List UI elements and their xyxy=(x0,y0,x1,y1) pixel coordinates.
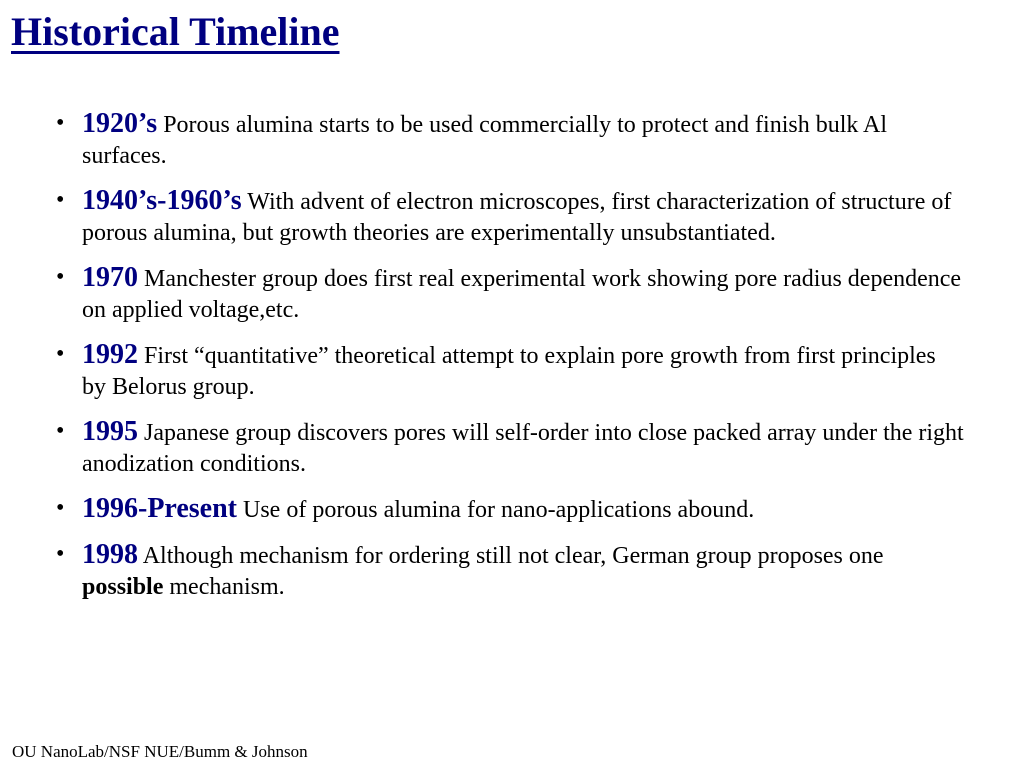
timeline-item-1970 xyxy=(54,262,964,326)
bullet-icon: • xyxy=(56,418,65,444)
bullet-icon: • xyxy=(56,341,65,367)
timeline-description: Manchester group does first real experimental work showing pore radius dependence on applied voltage,etc. xyxy=(82,266,962,323)
timeline-item-1940s-1960s xyxy=(54,185,964,249)
timeline-description xyxy=(82,543,884,600)
timeline-list xyxy=(54,108,964,603)
timeline-description: With advent of electron microscopes, first characterization of structure of porous alumina, but growth theories are experimentally unsubstantiated. xyxy=(82,189,952,246)
timeline-description-end: mechanism. xyxy=(169,574,285,600)
timeline-description-start: Although mechanism for ordering still not clear, German group proposes one xyxy=(142,543,884,569)
timeline-year: 1998 xyxy=(82,539,138,570)
page-title: Historical Timeline xyxy=(11,9,340,54)
bullet-icon: • xyxy=(56,495,65,521)
timeline-year: 1992 xyxy=(82,339,138,370)
bullet-icon: • xyxy=(56,264,65,290)
timeline-year: 1996-Present xyxy=(82,493,237,524)
timeline-year: 1995 xyxy=(82,416,138,447)
timeline-item-1920s xyxy=(54,108,964,172)
timeline-description: Japanese group discovers pores will self-order into close packed array under the right anodization conditions. xyxy=(82,420,964,477)
timeline-year: 1970 xyxy=(82,262,138,293)
timeline-item-1995 xyxy=(54,416,964,480)
timeline-year: 1920’s xyxy=(82,108,158,139)
timeline-item-1996-present xyxy=(54,493,964,526)
bullet-icon: • xyxy=(56,110,65,136)
timeline-year: 1940’s-1960’s xyxy=(82,185,242,216)
emphasis-text: possible xyxy=(82,574,164,600)
footer-credit: OU NanoLab/NSF NUE/Bumm & Johnson xyxy=(12,742,308,761)
timeline-description: Use of porous alumina for nano-applications abound. xyxy=(243,497,755,523)
timeline-item-1992 xyxy=(54,339,964,403)
bullet-icon: • xyxy=(56,541,65,567)
timeline-description: Porous alumina starts to be used commercially to protect and finish bulk Al surfaces. xyxy=(82,112,888,169)
bullet-icon: • xyxy=(56,187,65,213)
timeline-description: First “quantitative” theoretical attempt to explain pore growth from first principles by Belorus group. xyxy=(82,343,936,400)
timeline-item-1998 xyxy=(54,539,964,603)
